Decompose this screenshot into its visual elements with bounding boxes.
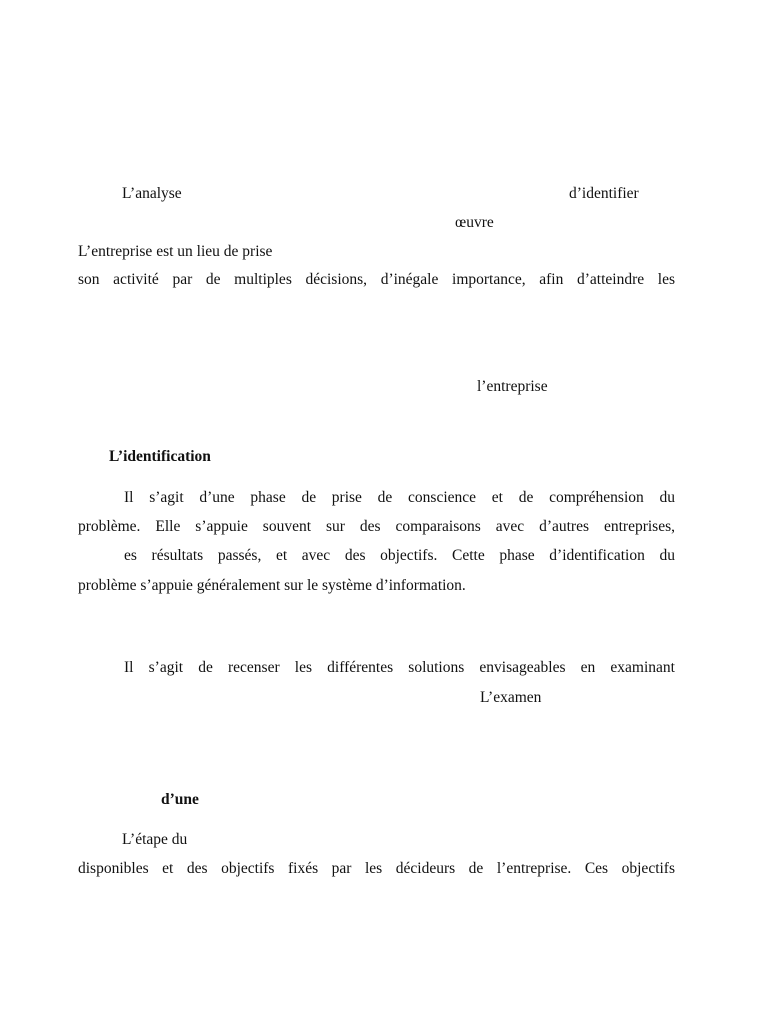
paragraph-line-4: problème s’appuie généralement sur le système d’information.	[78, 577, 466, 594]
text-fragment-etape: L’étape du	[122, 831, 188, 848]
text-fragment-oeuvre: œuvre	[455, 214, 494, 231]
text-line-disponibles: disponibles et des objectifs fixés par les décideurs de l’entreprise. Ces objectifs	[78, 860, 675, 877]
text-fragment-identifier: d’identifier	[569, 185, 639, 202]
text-line-activite: son activité par de multiples décisions, d’inégale importance, afin d’atteindre les	[78, 271, 675, 288]
text-line-recensement: Il s’agit de recenser les différentes solutions envisageables en examinant	[124, 659, 675, 676]
text-fragment-entreprise: l’entreprise	[477, 378, 548, 395]
paragraph-line-3: es résultats passés, et avec des objectifs. Cette phase d’identification du	[124, 547, 675, 564]
heading-identification: L’identification	[109, 448, 211, 465]
text-fragment-analyse: L’analyse	[122, 185, 182, 202]
heading-dune: d’une	[161, 791, 199, 808]
paragraph-line-1: Il s’agit d’une phase de prise de conscience et de compréhension du	[124, 489, 675, 506]
paragraph-line-2: problème. Elle s’appuie souvent sur des comparaisons avec d’autres entreprises,	[78, 518, 675, 535]
text-fragment-prise: L’entreprise est un lieu de prise	[78, 243, 273, 260]
text-fragment-examen: L’examen	[480, 689, 542, 706]
